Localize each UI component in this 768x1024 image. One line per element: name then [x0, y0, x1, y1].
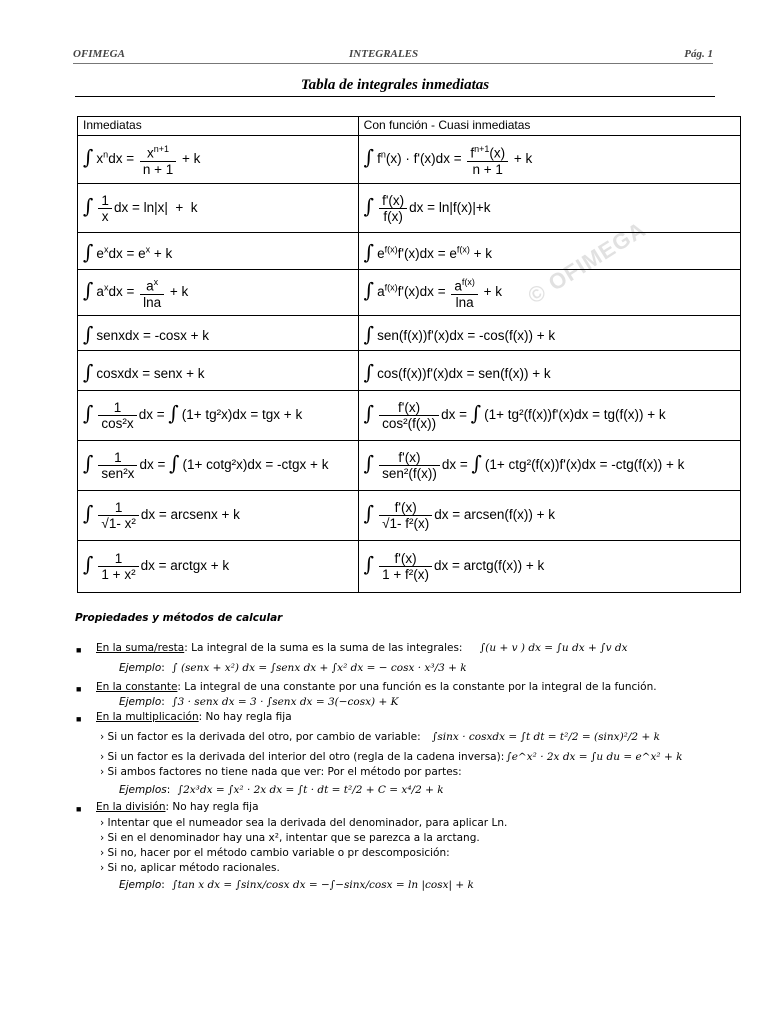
example-multiplicacion: Ejemplos: ∫2x³dx = ∫x² · 2x dx = ∫t · dt = t²/2 + C = x⁴/2 + k [119, 784, 444, 796]
integrals-table [77, 116, 741, 593]
prop-multiplicacion [96, 711, 292, 723]
item-text: Si ambos factores no tiene nada que ver: Por el método por partes: [107, 766, 462, 778]
example-formula: ∫2x³dx = ∫x² · 2x dx = ∫t · dt = t²/2 + C = x⁴/2 + k [177, 784, 444, 796]
table-row [78, 233, 741, 270]
table-row [78, 136, 741, 184]
prop-label: En la multiplicación [96, 711, 199, 723]
formula-cell: ∫ senxdx = -cosx + k [78, 316, 359, 351]
formula-cell: ∫ sen(f(x))f'(x)dx = -cos(f(x)) + k [358, 316, 740, 351]
item-text: Si en el denominador hay una x², intentar que se parezca a la arctang. [107, 832, 480, 844]
formula-cell: ∫ $\frac{f'(x)}{\text{cos²(f(x))}}$ dx = ∫ (1+ tg²(f(x))f'(x)dx = tg(f(x)) + k [358, 391, 740, 441]
bullet-icon: ■ [76, 714, 82, 724]
formula-cell: ∫ $\frac{1}{\text{sen²x}}$ dx = ∫ (1+ cotg²x)dx = -ctgx + k [78, 441, 359, 491]
item-text: Intentar que el numeador sea la derivada del denominador, para aplicar Ln. [107, 817, 508, 829]
prop-text: : No hay regla fija [198, 711, 292, 723]
formula-cell: ∫ $a^xdx$ = $\frac{a^x}{\ln a}$ + k [78, 270, 359, 316]
table-row [78, 491, 741, 541]
example-division: Ejemplo: ∫tan x dx = ∫sinx/cosx dx = −∫−sinx/cosx = ln |cosx| + k [119, 879, 474, 891]
table-row [78, 351, 741, 391]
bullet-icon: ■ [76, 684, 82, 694]
section-title: Propiedades y métodos de calcular [75, 612, 283, 624]
example-label: Ejemplos [119, 784, 167, 796]
example-label: Ejemplo [119, 696, 162, 708]
prop-formula: ∫(u + v ) dx = ∫u dx + ∫v dx [479, 642, 628, 654]
bullet-icon: ■ [76, 804, 82, 814]
column-header-cuasi: Con función - Cuasi inmediatas [358, 117, 740, 136]
prop-text: : La integral de una constante por una función es la constante por la integral de la función. [177, 681, 657, 693]
formula-cell: ∫ $\frac{f'(x)}{\text{1 + f²(x)}}$ dx = arctg(f(x)) + k [358, 541, 740, 593]
header-center: INTEGRALES [349, 48, 419, 60]
list-item: › Si en el denominador hay una x², intentar que se parezca a la arctang. [100, 832, 480, 844]
example-formula: ∫ (senx + x²) dx = ∫senx dx + ∫x² dx = − cosx · x³/3 + k [172, 662, 467, 674]
example-formula: ∫3 · senx dx = 3 · ∫senx dx = 3(−cosx) + K [172, 696, 399, 708]
column-header-inmediatas: Inmediatas [78, 117, 359, 136]
formula-cell: ∫ $\frac{1}{\text{√1- x²}}$ dx = arcsenx + k [78, 491, 359, 541]
prop-suma [96, 642, 628, 654]
list-item: › Si un factor es la derivada del otro, por cambio de variable: ∫sinx · cosxdx = ∫t dt = t²/2 = (sinx)²/2 + k [100, 731, 660, 743]
example-label: Ejemplo [119, 879, 162, 891]
watermark: © OFIMEGA [523, 216, 651, 309]
formula-cell: ∫ $f^n(x) \cdot f'(x)dx$ = $\frac{f^{n+1}(x)}{n + 1}$ + k [358, 136, 740, 184]
example-formula: ∫tan x dx = ∫sinx/cosx dx = −∫−sinx/cosx = ln |cosx| + k [172, 879, 474, 891]
example-constante: Ejemplo: ∫3 · senx dx = 3 · ∫senx dx = 3(−cosx) + K [119, 696, 399, 708]
item-text: Si un factor es la derivada del interior del otro (regla de la cadena inversa): [107, 751, 505, 763]
table-row [78, 270, 741, 316]
formula-cell: ∫ $\frac{1}{\text{1 + x²}}$ dx = arctgx + k [78, 541, 359, 593]
item-formula: ∫sinx · cosxdx = ∫t dt = t²/2 = (sinx)²/2 + k [431, 731, 660, 743]
list-item: › Si ambos factores no tiene nada que ver: Por el método por partes: [100, 766, 462, 778]
prop-label: En la suma/resta [96, 642, 185, 654]
header-left: OFIMEGA [73, 48, 125, 60]
formula-cell: ∫ $\frac{f'(x)}{\text{√1- f²(x)}}$ dx = arcsen(f(x)) + k [358, 491, 740, 541]
table-row [78, 184, 741, 233]
header-page-number: Pág. 1 [684, 48, 713, 60]
list-item: › Si no, hacer por el método cambio variable o pr descomposición: [100, 847, 450, 859]
formula-cell: ∫ $a^{f(x)}f'(x)dx$ = $\frac{a^{f(x)}}{\ln a}$ + k [358, 270, 740, 316]
list-item: › Si un factor es la derivada del interior del otro (regla de la cadena inversa): ∫e^x² · 2x dx = ∫u du = e^x² + k [100, 751, 683, 763]
bullet-icon: ■ [76, 645, 82, 655]
formula-cell: ∫ $\frac{f'(x)}{f(x)}$ dx = ln|f(x)|+k [358, 184, 740, 233]
formula-cell: ∫ $e^{f(x)}f'(x)dx = e^{f(x)} + k$ [358, 233, 740, 270]
formula-cell: ∫ $\frac{f'(x)}{\text{sen²(f(x))}}$ dx = ∫ (1+ ctg²(f(x))f'(x)dx = -ctg(f(x)) + k [358, 441, 740, 491]
page-title: Tabla de integrales inmediatas [75, 76, 715, 97]
example-label: Ejemplo [119, 662, 162, 674]
formula-cell: ∫ cos(f(x))f'(x)dx = sen(f(x)) + k [358, 351, 740, 391]
prop-text: : No hay regla fija [165, 801, 259, 813]
list-item: › Si no, aplicar método racionales. [100, 862, 280, 874]
prop-constante [96, 681, 657, 693]
item-formula: ∫e^x² · 2x dx = ∫u du = e^x² + k [506, 751, 683, 763]
list-item: › Intentar que el numeador sea la derivada del denominador, para aplicar Ln. [100, 817, 508, 829]
table-row [78, 441, 741, 491]
item-text: Si un factor es la derivada del otro, por cambio de variable: [107, 731, 421, 743]
table-row [78, 541, 741, 593]
formula-cell: ∫ $x^ndx$ = $\frac{x^{n+1}}{n + 1}$ + k [78, 136, 359, 184]
page-header [73, 47, 713, 64]
formula-cell: ∫ $e^xdx = e^x + k$ [78, 233, 359, 270]
example-suma: Ejemplo: ∫ (senx + x²) dx = ∫senx dx + ∫x² dx = − cosx · x³/3 + k [119, 662, 467, 674]
prop-label: En la constante [96, 681, 178, 693]
item-text: Si no, hacer por el método cambio variable o pr descomposición: [107, 847, 450, 859]
prop-division [96, 801, 259, 813]
formula-cell: ∫ $\frac{1}{\text{cos²x}}$ dx = ∫ (1+ tg²x)dx = tgx + k [78, 391, 359, 441]
table-row [78, 316, 741, 351]
formula-cell: ∫ $\frac{1}{x}$ dx = ln|x| + k [78, 184, 359, 233]
table-row [78, 391, 741, 441]
item-text: Si no, aplicar método racionales. [107, 862, 280, 874]
prop-text: : La integral de la suma es la suma de las integrales: [184, 642, 463, 654]
prop-label: En la división [96, 801, 166, 813]
formula-cell: ∫ cosxdx = senx + k [78, 351, 359, 391]
